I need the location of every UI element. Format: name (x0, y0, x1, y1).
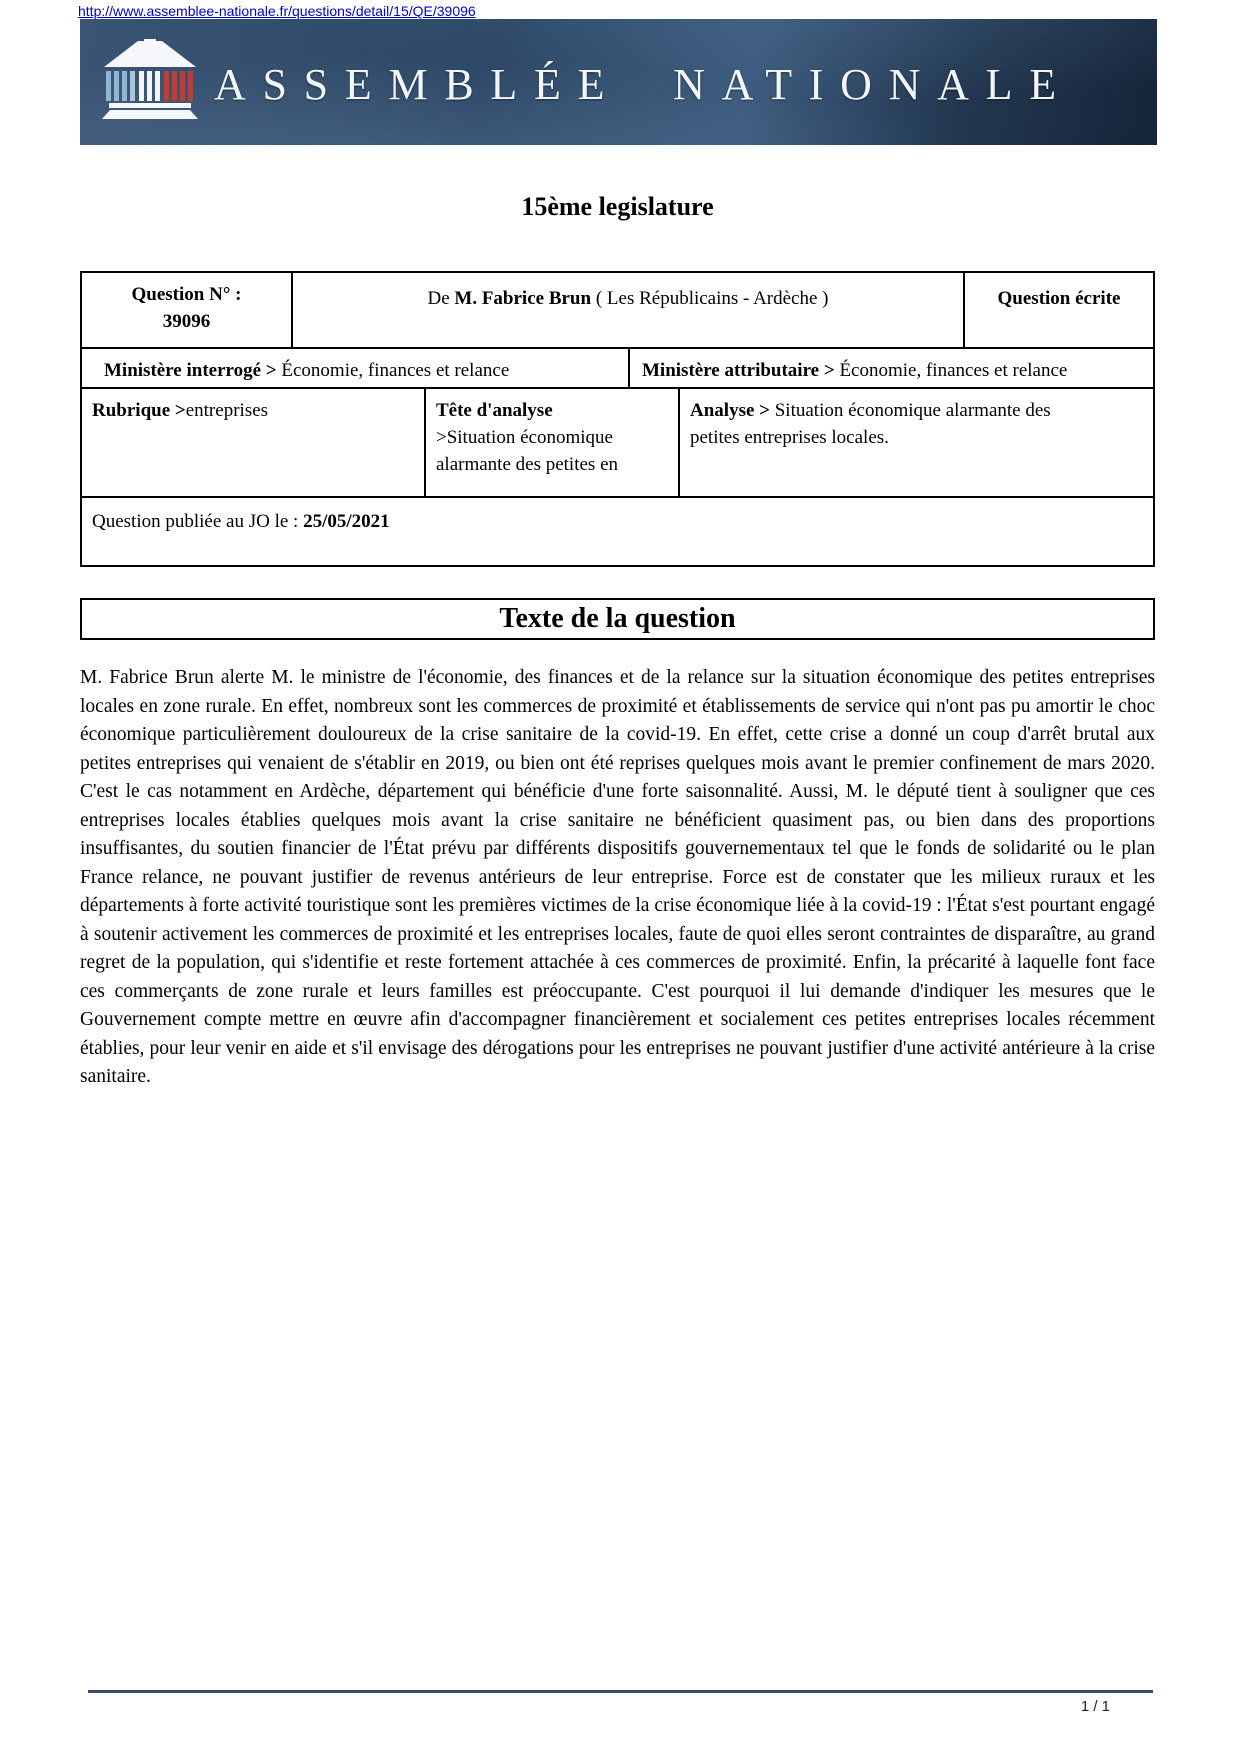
tete-analyse-label: Tête d'analyse (436, 400, 553, 421)
table-row-classification (82, 387, 1153, 496)
section-title: Texte de la question (499, 603, 736, 634)
question-number-value: 39096 (162, 311, 211, 332)
rubrique-cell (82, 389, 424, 496)
rubrique-label: Rubrique > (92, 400, 186, 421)
table-row-ministeres (82, 347, 1153, 387)
question-number-label: Question N° : (131, 284, 242, 305)
ministere-interroge-label: Ministère interrogé > (104, 360, 277, 381)
ministere-interroge-value: Économie, finances et relance (281, 360, 510, 381)
tete-analyse-line: >Situation économique (436, 427, 613, 448)
footer-divider (88, 1690, 1153, 1693)
legislature-heading: 15ème legislature (521, 192, 714, 221)
tete-analyse-line: alarmante des petites en (436, 454, 619, 475)
question-text: M. Fabrice Brun alerte M. le ministre de l'économie, des finances et de la relance sur la situation économique des petites entreprises locales en zone rurale. En effet, nombreux sont les commerces de proximité et établissements de service qui n'ont pas pu amortir le choc économique particulièrement douloureux de la crise sanitaire de la covid-19. En effet, cette crise a donné un coup d'arrêt brutal aux petites entreprises qui venaient de s'établir en 2019, ou bien ont été reprises quelques mois avant le premier confinement de mars 2020. C'est le cas notamment en Ardèche, département qui bénéficie d'une forte saisonnalité. Aussi, M. le député tient à souligner que ces entreprises locales établies quelques mois avant la crise sanitaire ne bénéficient quasiment pas, ou bien dans des proportions insuffisantes, du soutien financier de l'État prévu par différents dispositifs gouvernementaux tel que le fonds de solidarité ou le plan France relance, ne pouvant justifier de revenus antérieurs de leur entreprise. Force est de constater que les milieux ruraux et les départements à forte activité touristique sont les premières victimes de la crise économique liée à la covid-19 : l'État s'est pourtant engagé à soutenir activement les commerces de proximité et les entreprises locales, faute de quoi elles seront contraintes de disparaître, au grand regret de la population, qui s'identifie et reste fortement attachée à ces commerces de proximité. Enfin, la précarité à laquelle font face ces commerçants de zone rurale et leurs familles est préoccupante. C'est pourquoi il lui demande d'indiquer les mesures que le Gouvernement compte mettre en œuvre afin d'accompagner financièrement et socialement ces petites entreprises locales récemment établies, pour leur venir en aide et s'il envisage des dérogations pour les entreprises ne pouvant justifier d'une activité antérieure à la crise sanitaire. (80, 667, 1155, 1087)
analyse-label: Analyse > (690, 400, 770, 421)
question-author-cell (291, 273, 963, 347)
rubrique-value: entreprises (185, 400, 269, 421)
ministere-attributaire-value: Économie, finances et relance (839, 360, 1068, 381)
publication-label: Question publiée au JO le : (92, 511, 299, 532)
author-name: M. Fabrice Brun (454, 288, 592, 309)
publication-cell (82, 498, 1153, 565)
table-row-publication (82, 496, 1153, 565)
ministere-interroge-cell (82, 349, 628, 387)
analyse-line: Situation économique alarmante des (774, 400, 1051, 421)
page-number: 1 / 1 (1080, 1698, 1110, 1715)
banner-title: ASSEMBLÉE NATIONALE (214, 59, 1073, 109)
assemblee-nationale-banner (80, 19, 1157, 145)
author-prefix: De (427, 288, 450, 309)
table-row-identity (82, 273, 1153, 347)
ministere-attributaire-label: Ministère attributaire > (642, 360, 835, 381)
question-summary-table (80, 271, 1155, 567)
publication-date: 25/05/2021 (303, 511, 390, 532)
ministere-attributaire-cell (628, 349, 1153, 387)
question-type-cell: Question écrite (963, 273, 1153, 347)
author-group: ( Les Républicains - Ardèche ) (595, 288, 829, 309)
analyse-line: petites entreprises locales. (690, 427, 889, 448)
assemblee-temple-icon (100, 39, 200, 126)
tete-analyse-cell (424, 389, 678, 496)
section-header-box (80, 598, 1155, 640)
question-number-cell (82, 273, 291, 347)
page-url-link[interactable]: http://www.assemblee-nationale.fr/questions/detail/15/QE/39096 (78, 3, 476, 19)
analyse-cell (678, 389, 1153, 496)
